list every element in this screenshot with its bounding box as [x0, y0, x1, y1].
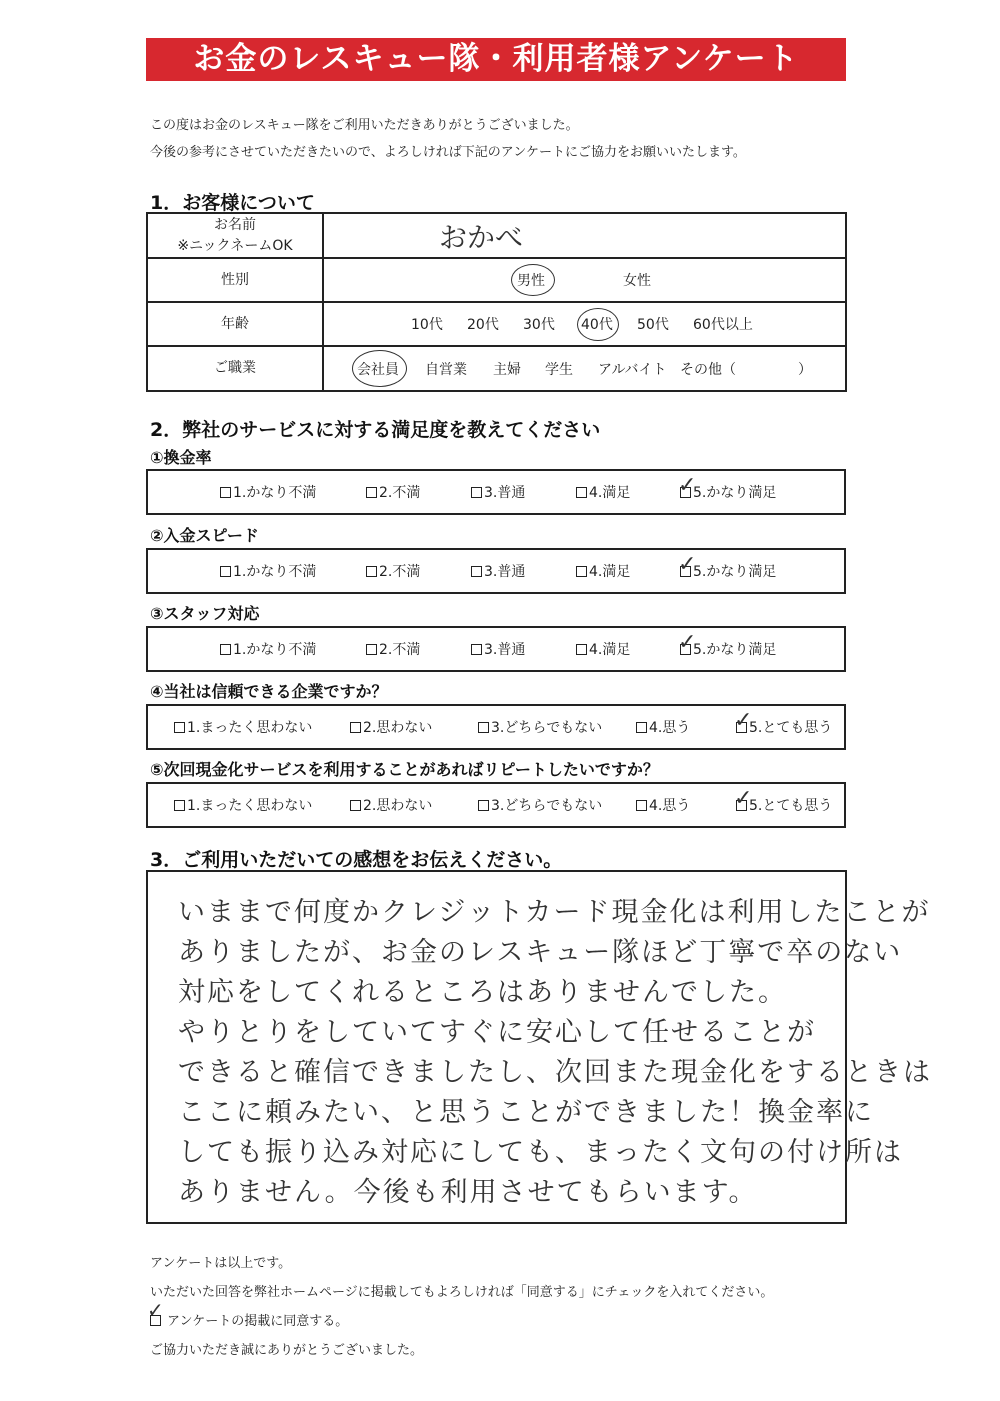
q1-title: ①換金率	[150, 448, 212, 467]
checkbox-icon[interactable]	[478, 722, 489, 733]
intro-line-1: この度はお金のレスキュー隊をご利用いただきありがとうございました。	[150, 118, 579, 133]
job-option-student[interactable]: 学生	[545, 361, 573, 378]
checkbox-icon[interactable]	[636, 722, 647, 733]
check-mark-icon: ✓	[147, 1298, 164, 1322]
q5-options	[146, 782, 846, 828]
consent-row[interactable]	[150, 1310, 348, 1329]
age-field[interactable]	[323, 302, 846, 346]
job-selected-circle	[352, 350, 407, 387]
gender-label: 性別	[147, 258, 323, 302]
q5-option-5[interactable]: 5.とても思う	[736, 795, 832, 815]
q1-option-1[interactable]: 1.かなり不満	[220, 482, 316, 502]
name-label-cell	[147, 213, 323, 258]
checkbox-icon[interactable]	[350, 800, 361, 811]
comment-line: ありましたが、お金のレスキュー隊ほど丁寧で卒のない	[178, 937, 903, 968]
q4-options	[146, 704, 846, 750]
job-option-employee[interactable]: 会社員	[357, 361, 399, 378]
q2-option-1[interactable]: 1.かなり不満	[220, 561, 316, 581]
footer-end-note: アンケートは以上です。	[150, 1256, 292, 1271]
comment-box[interactable]	[146, 870, 932, 1224]
intro-line-2: 今後の参考にさせていただきたいので、よろしければ下記のアンケートにご協力をお願いいたします。	[150, 145, 746, 160]
checkbox-icon[interactable]	[471, 644, 482, 655]
name-field[interactable]	[323, 213, 846, 258]
consent-label: アンケートの掲載に同意する。	[167, 1314, 349, 1329]
checkbox-icon[interactable]	[471, 487, 482, 498]
comment-line: しても振り込み対応にしても、まったく文句の付け所は	[178, 1137, 903, 1168]
comment-line: やりとりをしていてすぐに安心して任せることが	[178, 1017, 816, 1048]
checkbox-icon[interactable]	[174, 722, 185, 733]
job-label: ご職業	[147, 346, 323, 391]
q5-title: ⑤次回現金化サービスを利用することがあればリピートしたいですか？	[150, 760, 659, 779]
checkbox-icon[interactable]	[576, 487, 587, 498]
comment-line: できると確信できましたし、次回また現金化をするときは	[178, 1057, 932, 1088]
gender-option-female[interactable]: 女性	[623, 273, 651, 289]
q3-option-5[interactable]: 5.かなり満足	[680, 639, 776, 659]
job-option-housewife[interactable]: 主婦	[493, 361, 521, 378]
q5-option-3[interactable]: 3.どちらでもない	[478, 795, 602, 815]
age-option-30s[interactable]: 30代	[523, 317, 555, 333]
q3-options	[146, 626, 846, 672]
job-option-other[interactable]: その他（	[680, 361, 736, 378]
gender-option-male[interactable]: 男性	[517, 273, 545, 289]
checkbox-icon[interactable]	[366, 566, 377, 577]
section2-heading: 2．弊社のサービスに対する満足度を教えてください	[150, 419, 601, 441]
q3-option-2[interactable]: 2.不満	[366, 639, 420, 659]
check-mark-icon: ✓	[678, 630, 697, 655]
q2-option-2[interactable]: 2.不満	[366, 561, 420, 581]
checkbox-icon[interactable]	[471, 566, 482, 577]
checkbox-icon[interactable]	[576, 644, 587, 655]
checkbox-icon[interactable]	[636, 800, 647, 811]
age-option-10s[interactable]: 10代	[411, 317, 443, 333]
job-option-self-employed[interactable]: 自営業	[425, 361, 467, 378]
checkbox-icon[interactable]	[350, 722, 361, 733]
q5-option-2[interactable]: 2.思わない	[350, 795, 432, 815]
q2-option-5[interactable]: 5.かなり満足	[680, 561, 776, 581]
q4-option-1[interactable]: 1.まったく思わない	[174, 717, 312, 737]
nickname-note: ※ニックネームOK	[177, 237, 293, 254]
check-mark-icon: ✓	[734, 708, 753, 733]
comment-line: いままで何度かクレジットカード現金化は利用したことが	[178, 897, 931, 928]
name-value: おかべ	[439, 220, 524, 254]
q2-options	[146, 548, 846, 594]
q3-option-1[interactable]: 1.かなり不満	[220, 639, 316, 659]
check-mark-icon: ✓	[678, 552, 697, 577]
footer-consent-instruction: いただいた回答を弊社ホームページに掲載してもよろしければ「同意する」にチェックを入れてください。	[150, 1285, 774, 1300]
q3-title: ③スタッフ対応	[150, 604, 260, 623]
age-selected-circle	[577, 308, 619, 341]
section3-heading: 3．ご利用いただいての感想をお伝えください。	[150, 849, 563, 871]
checkbox-icon[interactable]	[220, 487, 231, 498]
checkbox-icon[interactable]	[478, 800, 489, 811]
q1-option-2[interactable]: 2.不満	[366, 482, 420, 502]
comment-line: ありません。今後も利用させてもらいます。	[178, 1177, 758, 1208]
checkbox-icon[interactable]	[576, 566, 587, 577]
q4-option-3[interactable]: 3.どちらでもない	[478, 717, 602, 737]
q1-option-5[interactable]: 5.かなり満足	[680, 482, 776, 502]
job-field[interactable]	[323, 346, 846, 391]
q1-options	[146, 469, 846, 515]
q5-option-1[interactable]: 1.まったく思わない	[174, 795, 312, 815]
customer-info-table	[146, 212, 847, 392]
section1-heading: 1．お客様について	[150, 192, 315, 214]
checkbox-icon[interactable]	[366, 487, 377, 498]
q2-option-4[interactable]: 4.満足	[576, 561, 630, 581]
q4-option-5[interactable]: 5.とても思う	[736, 717, 832, 737]
age-label: 年齢	[147, 302, 323, 346]
age-option-50s[interactable]: 50代	[637, 317, 669, 333]
q3-option-3[interactable]: 3.普通	[471, 639, 525, 659]
checkbox-icon[interactable]	[220, 566, 231, 577]
check-mark-icon: ✓	[734, 786, 753, 811]
q1-option-4[interactable]: 4.満足	[576, 482, 630, 502]
q2-title: ②入金スピード	[150, 526, 259, 545]
gender-selected-circle	[511, 264, 555, 296]
checkbox-icon[interactable]	[174, 800, 185, 811]
name-label: お名前	[214, 217, 256, 234]
gender-field[interactable]	[323, 258, 846, 302]
comment-line: 対応をしてくれるところはありませんでした。	[178, 977, 787, 1008]
q2-option-3[interactable]: 3.普通	[471, 561, 525, 581]
q1-option-3[interactable]: 3.普通	[471, 482, 525, 502]
q3-option-4[interactable]: 4.満足	[576, 639, 630, 659]
footer-thanks: ご協力いただき誠にありがとうございました。	[150, 1343, 424, 1358]
age-option-60s-plus[interactable]: 60代以上	[693, 317, 753, 333]
age-option-20s[interactable]: 20代	[467, 317, 499, 333]
q4-option-4[interactable]: 4.思う	[636, 717, 690, 737]
job-option-part-time[interactable]: アルバイト	[598, 361, 667, 378]
check-mark-icon: ✓	[678, 473, 697, 498]
checkbox-icon[interactable]	[366, 644, 377, 655]
checkbox-icon[interactable]	[220, 644, 231, 655]
age-option-40s[interactable]: 40代	[581, 317, 613, 333]
comment-line: ここに頼みたい、と思うことができました！換金率に	[178, 1097, 874, 1128]
survey-title: お金のレスキュー隊・利用者様アンケート	[146, 38, 846, 81]
q4-option-2[interactable]: 2.思わない	[350, 717, 432, 737]
q5-option-4[interactable]: 4.思う	[636, 795, 690, 815]
q4-title: ④当社は信頼できる企業ですか？	[150, 682, 388, 701]
job-other-close: ）	[798, 361, 812, 378]
